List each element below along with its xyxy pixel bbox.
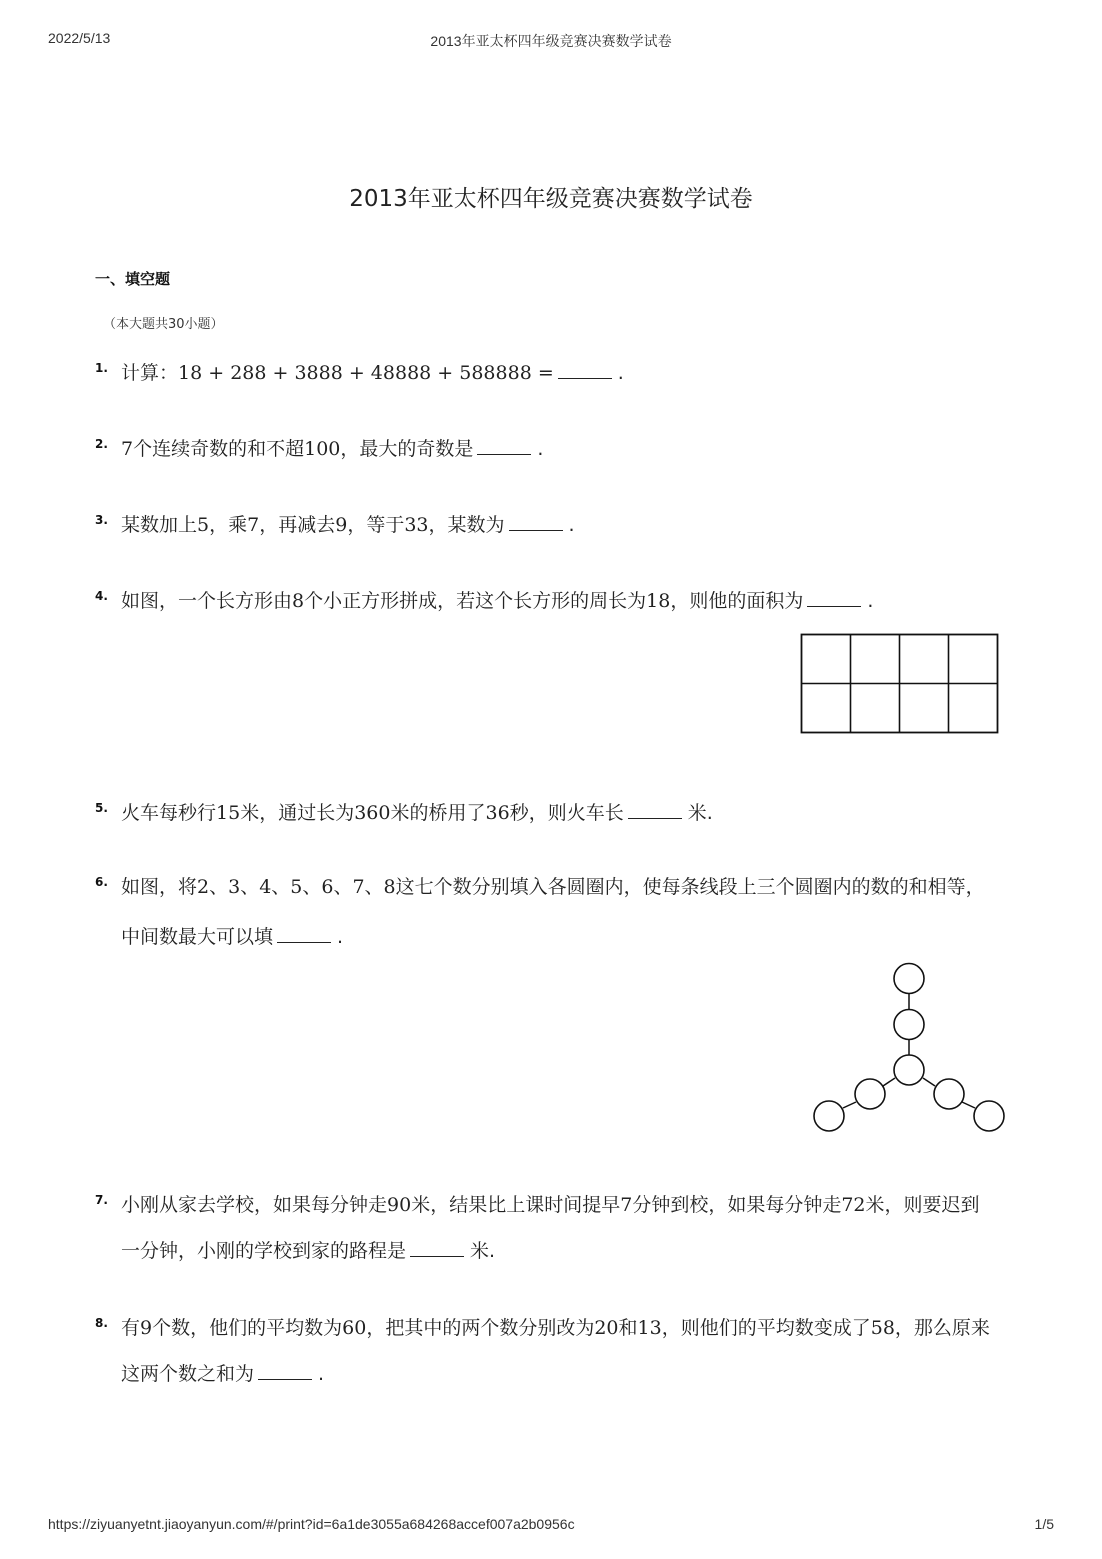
connector-line	[923, 1078, 935, 1086]
center-circle	[894, 1055, 924, 1085]
empty-circle	[814, 1101, 844, 1131]
question-text-line-1: 有9个数，他们的平均数为60，把其中的两个数分别改为20和13，则他们的平均数变成了58，那么原来	[121, 1317, 990, 1339]
question-text-line-2: 一分钟，小刚的学校到家的路程是 米.	[121, 1240, 496, 1262]
empty-circle	[894, 964, 924, 994]
question-text: 7个连续奇数的和不超100，最大的奇数是 .	[121, 438, 544, 460]
footer-url[interactable]: https://ziyuanyetnt.jiaoyanyun.com/#/print?id=6a1de3055a684268accef007a2b0956c	[48, 1516, 575, 1532]
question-number: 3.	[95, 513, 108, 527]
question-number: 2.	[95, 437, 108, 451]
page-number: 1/5	[1034, 1516, 1054, 1532]
question-text: 如图，一个长方形由8个小正方形拼成，若这个长方形的周长为18，则他的面积为 .	[121, 590, 874, 612]
answer-blank[interactable]	[477, 438, 531, 455]
circle-star-figure	[810, 960, 1010, 1136]
connector-line	[962, 1102, 975, 1108]
empty-circle	[855, 1079, 885, 1109]
rectangle-grid-figure	[800, 633, 1002, 736]
section-note: （本大题共30小题）	[103, 317, 224, 332]
empty-circle	[934, 1079, 964, 1109]
answer-blank[interactable]	[410, 1240, 464, 1257]
question-number: 4.	[95, 589, 108, 603]
question-number: 6.	[95, 875, 108, 889]
print-date: 2022/5/13	[48, 30, 111, 46]
question-number: 7.	[95, 1193, 108, 1207]
question-text: 计算：18 + 288 + 3888 + 48888 + 588888 = .	[121, 362, 624, 384]
question-number: 5.	[95, 801, 108, 815]
answer-blank[interactable]	[258, 1363, 312, 1380]
question-number: 8.	[95, 1316, 108, 1330]
question-text-line-1: 如图，将2、3、4、5、6、7、8这七个数分别填入各圆圈内，使每条线段上三个圆圈内的数的和相等，	[121, 876, 985, 898]
question-text-line-2: 中间数最大可以填 .	[121, 926, 344, 948]
answer-blank[interactable]	[277, 926, 331, 943]
document-title: 2013年亚太杯四年级竞赛决赛数学试卷	[349, 186, 753, 212]
question-number: 1.	[95, 361, 108, 375]
question-text-line-2: 这两个数之和为 .	[121, 1363, 325, 1385]
answer-blank[interactable]	[807, 590, 861, 607]
connector-line	[883, 1078, 895, 1086]
section-title: 一、填空题	[95, 270, 171, 288]
answer-blank[interactable]	[509, 514, 563, 531]
question-text-line-1: 小刚从家去学校，如果每分钟走90米，结果比上课时间提早7分钟到校，如果每分钟走72米，则要迟到	[121, 1194, 980, 1216]
connector-line	[843, 1102, 856, 1108]
empty-circle	[974, 1101, 1004, 1131]
print-header-title: 2013年亚太杯四年级竞赛决赛数学试卷	[430, 33, 672, 49]
empty-circle	[894, 1010, 924, 1040]
question-text: 火车每秒行15米，通过长为360米的桥用了36秒，则火车长 米.	[121, 802, 713, 824]
answer-blank[interactable]	[558, 362, 612, 379]
question-text: 某数加上5，乘7，再减去9，等于33，某数为 .	[121, 514, 575, 536]
answer-blank[interactable]	[628, 802, 682, 819]
